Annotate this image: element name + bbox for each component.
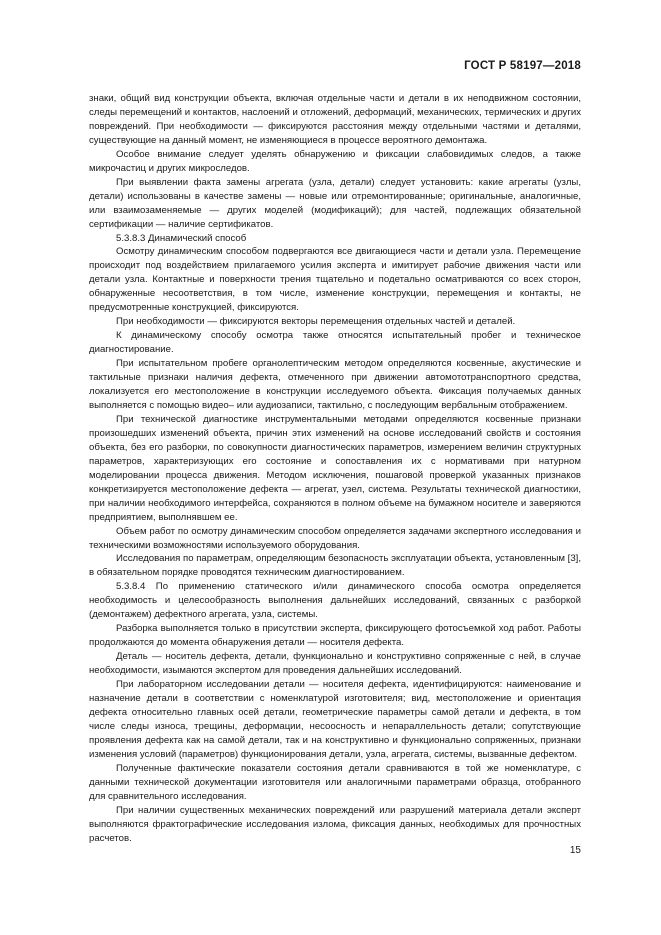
paragraph: Полученные фактические показатели состояния детали сравниваются в той же номенклатуре, с данными технической документации изготовителя или аналогичными параметрами образца, отобранного для сравнительного исследования. [89,762,581,802]
paragraph: знаки, общий вид конструкции объекта, включая отдельные части и детали в их неподвижном состоянии, следы перемещений и контактов, наслоений и отложений, деформаций, механических, термических и других повреждений. При необходимости — фиксируются расстояния между отдельными частями и деталями, существующие на данный момент, не изменяющиеся в процессе вероятного демонтажа. [89,93,581,146]
paragraph: При технической диагностике инструментальными методами определяются косвенные признаки произошедших изменений объекта, причин этих изменений на основе исследований свойств и состояния объекта, без его разборки, по совокупности диагностических параметров, измерением величин структурных параметров, характеризующих его состояние и сопоставления их с нормативами при натурном моделировании процесса движения. Методом исключения, пошаговой проверкой указанных признаков конкретизируется местоположение дефекта — агрегат, узел, система. Результаты технической диагностики, при наличии необходимого интерфейса, сохраняются в полном объеме на бумажном носителе и заверяются предприятием, выполнявшем ее. [89,413,581,523]
body-text [89,92,581,845]
standard-code-header: ГОСТ Р 58197—2018 [464,60,581,72]
paragraph: При выявлении факта замены агрегата (узла, детали) следует установить: какие агрегаты (узлы, детали) использованы в качестве замены — новые или отремонтированные; оригинальные, аналогичные, или взаимозаменяемые — других моделей (модификаций); для частей, подлежащих обязательной сертификации — наличие сертификатов. [89,176,581,230]
paragraph: При наличии существенных механических повреждений или разрушений материала детали эксперт выполняются фрактографические исследования излома, фиксация данных, необходимых для прочностных расчетов. [89,804,581,844]
paragraph: Деталь — носитель дефекта, детали, функционально и конструктивно сопряженные с ней, в случае необходимости, изымаются экспертом для проведения дальнейших исследований. [89,651,581,677]
paragraph: Объем работ по осмотру динамическим способом определяется задачами экспертного исследования и техническими возможностями используемого оборудования. [89,525,581,551]
paragraph: Осмотру динамическим способом подвергаются все двигающиеся части и детали узла. Перемещение происходит под воздействием прилагаемого усилия эксперта и имитирует рабочие движения части или детали узла. Контактные и поверхности трения тщательно и подетально осматриваются со всех сторон, обнаруженные несоответствия, в том числе, изменение конструкции, перемещения и контакты, не предусмотренные конструкцией, фиксируются. [89,246,581,314]
paragraph: Особое внимание следует уделять обнаружению и фиксации слабовидимых следов, а также микрочастиц и других микроследов. [89,148,581,174]
paragraph: При необходимости — фиксируются векторы перемещения отдельных частей и деталей. [116,316,516,328]
paragraph: 5.3.8.4 По применению статического и/или динамического способа осмотра определяется необходимость и целесообразность выполнения дальнейших исследований, связанных с разборкой (демонтажем) дефектного агрегата, узла, системы. [89,581,581,621]
paragraph: При лабораторном исследовании детали — носителя дефекта, идентифицируются: наименование и назначение детали в соответствии с номенклатурой изготовителя; вид, местоположение и ориентация дефекта относительно главных осей детали, геометрические параметры самой детали и дефекта, в том числе следы износа, трещины, деформации, несоосность и непараллельность детали; сопутствующие проявления дефекта как на самой детали, так и на конструктивно и функционально сопряженных, признаки изменения условий (параметров) функционирования детали, узла, агрегата, системы, вызванные дефектом. [89,679,581,760]
paragraph: Разборка выполняется только в присутствии эксперта, фиксирующего фотосъемкой ход работ. Работы продолжаются до момента обнаружения детали — носителя дефекта. [89,623,581,649]
paragraph: При испытательном пробеге органолептическим методом определяются косвенные, акустические и тактильные признаки наличия дефекта, отмеченного при движении автомототранспортного средства, локализуется его местоположение в конструкции исследуемого объекта. Фиксация получаемых данных выполняется с помощью видео– или аудиозаписи, тактильно, с последующим вербальным отображением. [89,358,581,411]
section-heading: 5.3.8.3 Динамический способ [116,232,247,244]
paragraph: Исследования по параметрам, определяющим безопасность эксплуатации объекта, установленным [3], в обязательном порядке проводятся техническим диагностированием. [89,553,581,579]
paragraph: К динамическому способу осмотра также относятся испытательный пробег и техническое диагностирование. [89,330,581,356]
page-number: 15 [569,845,581,856]
